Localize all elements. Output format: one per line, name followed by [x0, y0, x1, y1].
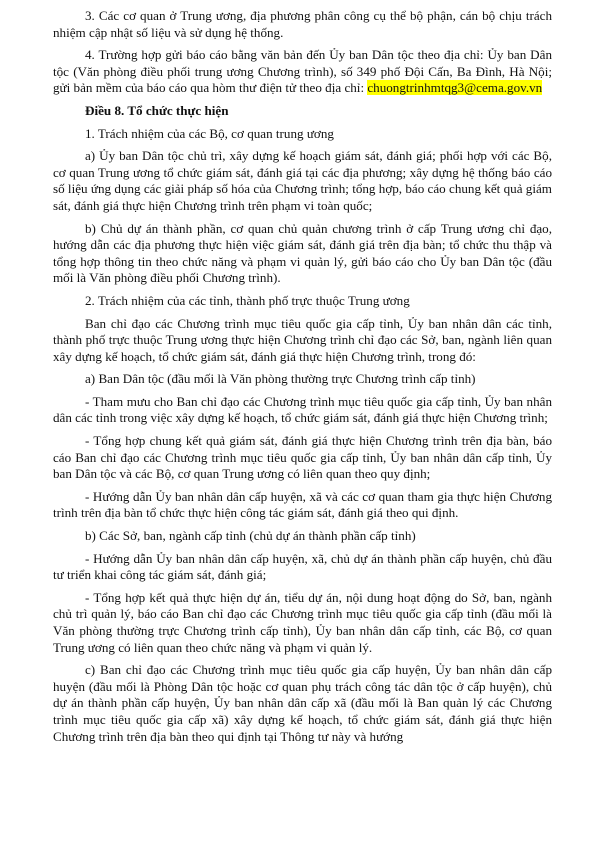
email-link-highlighted[interactable]: chuongtrinhmtqg3@cema.gov.vn	[367, 80, 543, 96]
paragraph-text: 3. Các cơ quan ở Trung ương, địa phương phân công cụ thể bộ phận, cán bộ chịu trách nhiệm cập nhật số liệu và sử dụng hệ thống.	[53, 8, 552, 40]
section-2-title	[53, 293, 552, 310]
paragraph-text: c) Ban chỉ đạo các Chương trình mục tiêu quốc gia cấp huyện, Ủy ban nhân dân cấp huyện (đầu mối là Phòng Dân tộc hoặc cơ quan phụ trách công tác dân tộc ở cấp huyện), chủ dự án thành phần cấp huyện, Ủy ban nhân dân cấp xã (đầu mối là Ban quản lý các Chương trình mục tiêu quốc gia cấp xã) xây dựng kế hoạch, tổ chức giám sát, đánh giá thực hiện Chương trình trên địa bàn theo qui định tại Thông tư này và hướng	[53, 662, 552, 744]
bullet-2a-3	[53, 489, 552, 522]
bullet-2a-1	[53, 394, 552, 427]
section-1-title	[53, 126, 552, 143]
paragraph-text: - Hướng dẫn Ủy ban nhân dân cấp huyện, xã, chủ dự án thành phần cấp huyện, chủ đầu tư triển khai công tác giám sát, đánh giá;	[53, 550, 552, 583]
paragraph-text: b) Chủ dự án thành phần, cơ quan chủ quản chương trình ở cấp Trung ương chỉ đạo, hướng dẫn các địa phương thực hiện việc giám sát, đánh giá trên địa bàn; tổ chức thu thập và tổng hợp thông tin theo chức năng và phạm vi quản lý, gửi báo cáo cho Ủy ban Dân tộc (đầu mối là Văn phòng điều phối Chương trình).	[53, 220, 552, 286]
section-2-intro	[53, 316, 552, 366]
paragraph-text: - Hướng dẫn Ủy ban nhân dân cấp huyện, xã và các cơ quan tham gia thực hiện Chương trình trên địa bàn tổ chức thực hiện công tác giám sát, đánh giá theo qui định.	[53, 488, 552, 521]
paragraph-text: - Tham mưu cho Ban chỉ đạo các Chương trình mục tiêu quốc gia cấp tỉnh, Ủy ban nhân dân các tỉnh trong việc xây dựng kế hoạch, tổ chức giám sát, đánh giá thực hiện Chương trình;	[53, 393, 552, 426]
item-1b	[53, 221, 552, 287]
paragraph-item-3	[53, 8, 552, 41]
article-8-heading	[53, 103, 552, 120]
paragraph-text: 1. Trách nhiệm của các Bộ, cơ quan trung ương	[85, 125, 334, 141]
bullet-2a-2	[53, 433, 552, 483]
paragraph-text: a) Ban Dân tộc (đầu mối là Văn phòng thường trực Chương trình cấp tỉnh)	[85, 371, 476, 387]
paragraph-text: b) Các Sở, ban, ngành cấp tỉnh (chủ dự án thành phần cấp tỉnh)	[85, 528, 416, 544]
heading-text: Điều 8. Tổ chức thực hiện	[85, 102, 229, 118]
paragraph-text: - Tổng hợp chung kết quả giám sát, đánh giá thực hiện Chương trình trên địa bàn, báo cáo Ban chỉ đạo các Chương trình mục tiêu quốc gia cấp tỉnh, Ủy ban nhân dân cấp tỉnh, Ủy ban Dân tộc và các Bộ, cơ quan Trung ương có liên quan theo quy định;	[53, 433, 552, 482]
bullet-2b-2	[53, 590, 552, 656]
paragraph-text: a) Ủy ban Dân tộc chủ trì, xây dựng kế hoạch giám sát, đánh giá; phối hợp với các Bộ, cơ quan Trung ương tổ chức giám sát, đánh giá tại các địa phương; xây dựng hệ thống báo cáo số liệu ứng dụng các giải pháp số hóa của Chương trình; tổng hợp, báo cáo chung kết quả giám sát, đánh giá thực hiện Chương trình trên phạm vi toàn quốc;	[53, 148, 552, 213]
bullet-2b-1	[53, 551, 552, 584]
item-1a	[53, 148, 552, 214]
item-2b	[53, 528, 552, 545]
paragraph-item-4	[53, 47, 552, 97]
item-2c	[53, 662, 552, 745]
item-2a	[53, 371, 552, 388]
paragraph-text: - Tổng hợp kết quả thực hiện dự án, tiểu dự án, nội dung hoạt động do Sở, ban, ngành chủ trì quản lý, báo cáo Ban chỉ đạo các Chương trình mục tiêu quốc gia cấp tỉnh (đầu mối là Văn phòng thường trực Chương trình cấp tỉnh), Ủy ban nhân dân cấp tỉnh, các Bộ, cơ quan Trung ương có liên quan theo chức năng và phạm vi quản lý.	[53, 589, 552, 655]
paragraph-text: 4. Trường hợp gửi báo cáo bằng văn bản đến Ủy ban Dân tộc theo địa chỉ: Ủy ban Dân tộc (Văn phòng điều phối trung ương Chương trình), số 349 phố Đội Cấn, Ba Đình, Hà Nội; gửi bản mềm của báo cáo qua hòm thư điện tử theo địa chỉ:	[53, 47, 552, 96]
paragraph-text: 2. Trách nhiệm của các tỉnh, thành phố trực thuộc Trung ương	[85, 292, 410, 308]
paragraph-text: Ban chỉ đạo các Chương trình mục tiêu quốc gia cấp tỉnh, Ủy ban nhân dân các tỉnh, thành phố trực thuộc Trung ương thực hiện Chương trình chỉ đạo các Sở, ban, ngành liên quan xây dựng kế hoạch, tổ chức giám sát, đánh giá thực hiện Chương trình, trong đó:	[53, 315, 552, 364]
